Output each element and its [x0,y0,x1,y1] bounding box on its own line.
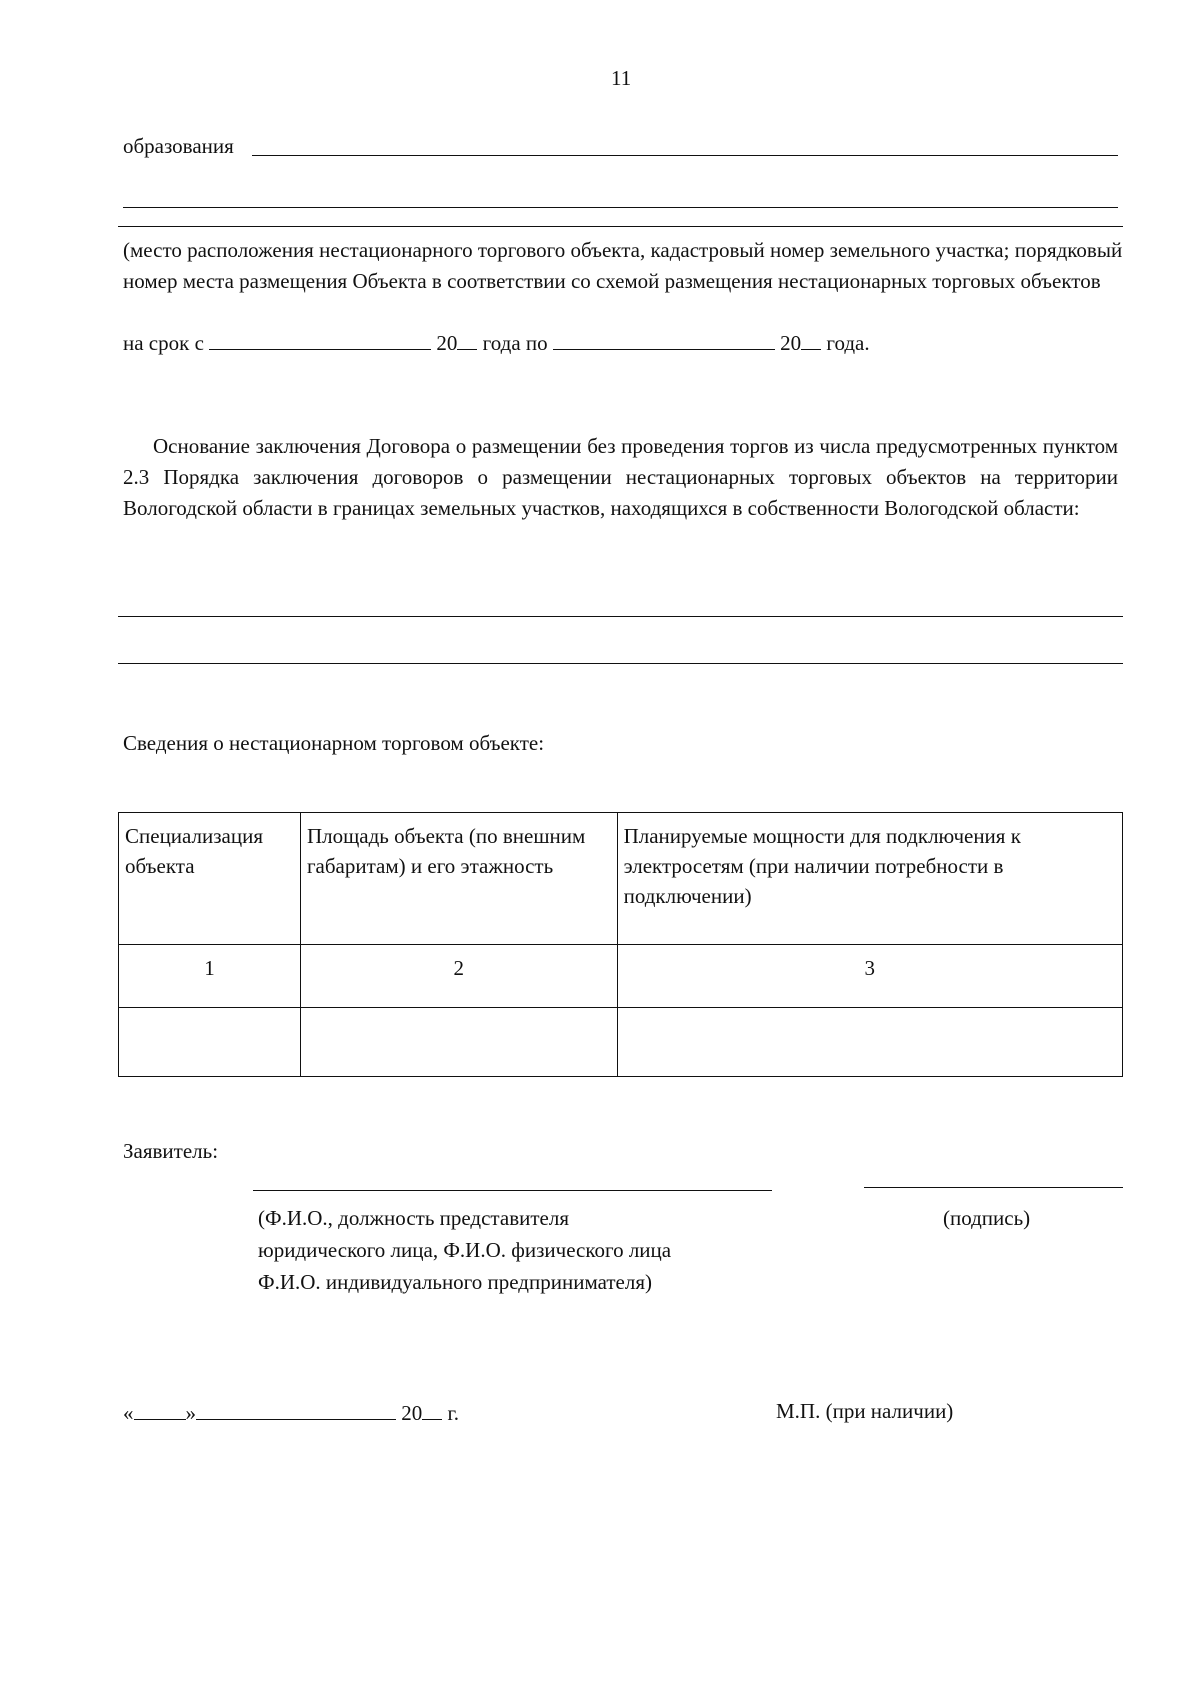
day-field[interactable] [134,1418,186,1420]
term-suffix: года. [826,331,870,355]
basis-paragraph: Основание заключения Договора о размещении без проведения торгов из числа предусмотренных пунктом 2.3 Порядка заключения договоров о размещении нестационарных торговых объектов на территории Вологодской области в границах земельных участков, находящихся в собственности Вологодской области: [123,434,1118,520]
applicant-name-field[interactable] [253,1190,772,1191]
table-cell[interactable] [617,1008,1122,1077]
applicant-label: Заявитель: [123,1139,219,1163]
table-header: Площадь объекта (по внешним габаритам) и его этажность [300,813,617,945]
basis-line-2[interactable] [118,663,1123,664]
close-quote: » [185,1401,196,1425]
signature-field[interactable] [864,1187,1123,1188]
term-year1: 20 [436,331,458,355]
table-header: Специализация объекта [119,813,301,945]
table-row [119,1008,1123,1077]
term-prefix: на срок с [123,331,204,355]
name-caption-line: (Ф.И.О., должность представителя [258,1206,569,1230]
table-cell: 2 [300,945,617,1008]
location-caption: (место расположения нестационарного торгового объекта, кадастровый номер земельного участка; порядковый номер места размещения Объекта в соответствии со схемой размещения нестационарных торговых объектов [123,238,1123,293]
table-cell[interactable] [119,1008,301,1077]
year-field[interactable] [422,1418,442,1420]
table-header: Планируемые мощности для подключения к электросетям (при наличии потребности в подключении) [617,813,1122,945]
table-header-row [119,813,1123,945]
term-line [123,333,870,354]
object-info-table [118,812,1123,1077]
name-caption-line: Ф.И.О. индивидуального предпринимателя) [258,1270,652,1294]
year-from-field[interactable] [457,348,477,350]
month-field[interactable] [196,1418,396,1420]
stamp-label: М.П. (при наличии) [776,1399,954,1423]
year-to-field[interactable] [801,348,821,350]
object-info-label: Сведения о нестационарном торговом объекте: [123,731,545,755]
blank-line [118,226,1123,227]
table-cell: 1 [119,945,301,1008]
date-line [123,1403,459,1424]
date-to-field[interactable] [553,348,775,350]
basis-line-1[interactable] [118,616,1123,617]
term-year2: 20 [780,331,802,355]
date-suffix: г. [447,1401,459,1425]
open-quote: « [123,1401,134,1425]
blank-line [123,207,1118,208]
signature-caption: (подпись) [943,1206,1031,1230]
date-year: 20 [401,1401,423,1425]
table-cell[interactable] [300,1008,617,1077]
date-from-field[interactable] [209,348,431,350]
page-number: 11 [611,66,632,90]
table-cell: 3 [617,945,1122,1008]
term-middle: года по [482,331,548,355]
header-line-label: образования [123,134,234,158]
table-number-row [119,945,1123,1008]
blank-line [252,155,1118,156]
name-caption-line: юридического лица, Ф.И.О. физического лица [258,1238,672,1262]
